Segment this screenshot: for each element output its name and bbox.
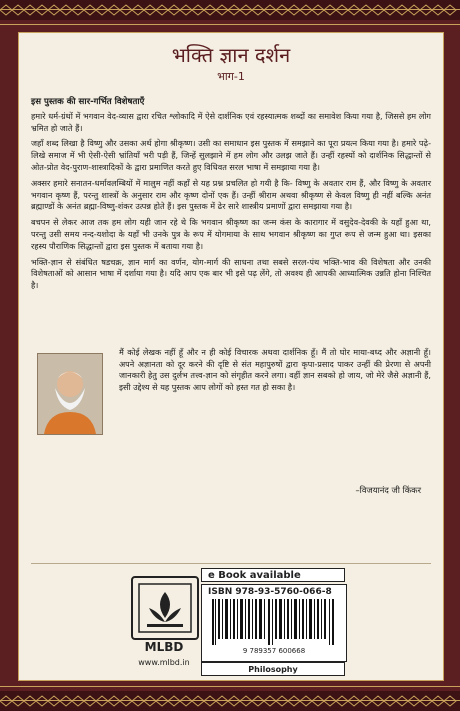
barcode-icon xyxy=(212,599,336,645)
book-title: भक्ति ज्ञान दर्शन xyxy=(171,43,291,67)
publisher-website: www.mlbd.in xyxy=(138,658,190,667)
ebook-badge: e Book available xyxy=(201,568,345,582)
lotus-logo-icon xyxy=(133,578,197,638)
book-part: भाग-1 xyxy=(217,70,245,83)
isbn-box xyxy=(201,584,347,662)
top-ornament-band xyxy=(0,0,460,20)
bottom-ornament-pattern xyxy=(0,695,460,707)
description-block xyxy=(31,97,431,296)
publisher-name: MLBD xyxy=(144,640,184,654)
publisher-logo-icon xyxy=(131,576,199,640)
description-heading: इस पुस्तक की सार-गर्भित विशेषताएँ xyxy=(31,97,145,107)
author-statement: मैं कोई लेखक नहीं हूँ और न ही कोई विचारक अथवा दार्शनिक हूँ। मैं तो घोर माया-बध्द और अज्ञानी हूँ। अपने अज्ञानता को दूर करने की दृष्टि से संत महापुरुषों द्वारा कृपा-प्रसाद पाकर उन्हीं की प्रेरणा से अपनी जानकारी हेतु उस दुर्लभ तत्त्व-ज्ञान को संगृहीत करने लगा। वहीं ज्ञान सबको हो जाय, जो मेरे जैसे अज्ञानी हैं, इसी उद्देश्य से यह पुस्तक आप लोगों को हस्त गत हो सका है। xyxy=(119,347,431,392)
author-photo xyxy=(37,353,103,435)
description-paragraph: अक्सर हमारे सनातन-धर्मावलम्बियों में मालुम नहीं कहाँ से यह प्रश्न प्रचलित हो गयी है कि- विष्णु के अवतार राम हैं, और विष्णु के अवतार भगवान कृष्ण हैं, परन्तु शास्त्रों के अनुसार राम और कृष्ण दोनों एक हैं। उन्हीं श्रीराम अथवा श्रीकृष्ण से केवल विष्णु ही नहीं बल्कि अनंत ब्रह्माण्डों के अनंत ब्रह्मा-विष्णु-शंकर उत्पन्न होते हैं। इस पुस्तक में ढेर सारे शास्त्रीय प्रमाणों द्वारा समझाया गया है। xyxy=(31,177,431,212)
description-paragraph: हमारे धर्म-ग्रंथों में भगवान वेद-व्यास द्वारा रचित श्लोकादि में ऐसे दार्शनिक एवं रहस्यात्मक शब्दों का समावेश किया गया है, जिससे हम लोग भ्रमित हो जाते हैं। xyxy=(31,110,431,133)
description-paragraph: बचपन से लेकर आज तक हम लोग यही जान रहे थे कि भगवान श्रीकृष्ण का जन्म कंस के कारागार में वसुदेव-देवकी के यहाँ हुआ था, परन्तु उसी समय नन्द-यशोदा के यहाँ भी उनके पुत्र के रूप में योगमाया के साथ भगवान श्रीकृष्ण का गुप्त रूप से जन्म हुआ था। इसका रहस्य पौराणिक सिद्धान्तों द्वारा इस पुस्तक में बताया गया है। xyxy=(31,217,431,251)
content-panel xyxy=(18,32,444,681)
top-ornament-pattern xyxy=(0,4,460,16)
category-label: Philosophy xyxy=(201,662,345,676)
publisher-area xyxy=(19,568,443,680)
isbn: ISBN 978-93-5760-066-8 xyxy=(208,587,332,597)
description-paragraph: भक्ति-ज्ञान से संबंधित षडचक्र, ज्ञान मार्ग का वर्णन, योग-मार्ग की साधना तथा सबसे सरल-पंथ भक्ति-भाव की विशेषता और उनकी विशेषताओं को आसान भाषा में दर्शाया गया है। यदि आप एक बार भी इसे पढ़ लेंगे, तो अवश्य ही आपकी आध्यात्मिक उन्नति होना निश्चित है। xyxy=(31,256,431,291)
author-signature: –विजयानंद जी किंकर xyxy=(355,485,421,495)
gold-rule-top xyxy=(0,24,460,25)
divider xyxy=(31,563,431,564)
bottom-ornament-band xyxy=(0,691,460,711)
gold-rule-bottom xyxy=(0,686,460,687)
description-paragraph: जहाँ शब्द लिखा है विष्णु और उसका अर्थ होगा श्रीकृष्ण। उसी का समाधान इस पुस्तक में समझाने का पूरा प्रयत्न किया गया है। हमारे पढ़े-लिखे समाज में भी ऐसी-ऐसी भ्रांतियाँ भरी पड़ी हैं, जिन्हें सुलझाने में हम लोग और उलझ जाते हैं। उन्हीं रहस्यों को दार्शनिक सिद्धान्तों से ओत-प्रोत वेद-पुराण-शास्त्रादिकों के द्वारा प्रमाणित करते हुए विधिवत सरल भाषा में समझाया गया है। xyxy=(31,138,431,172)
author-section xyxy=(31,345,431,511)
author-portrait-icon xyxy=(38,354,102,434)
barcode-number: 9 789357 600668 xyxy=(242,647,306,655)
